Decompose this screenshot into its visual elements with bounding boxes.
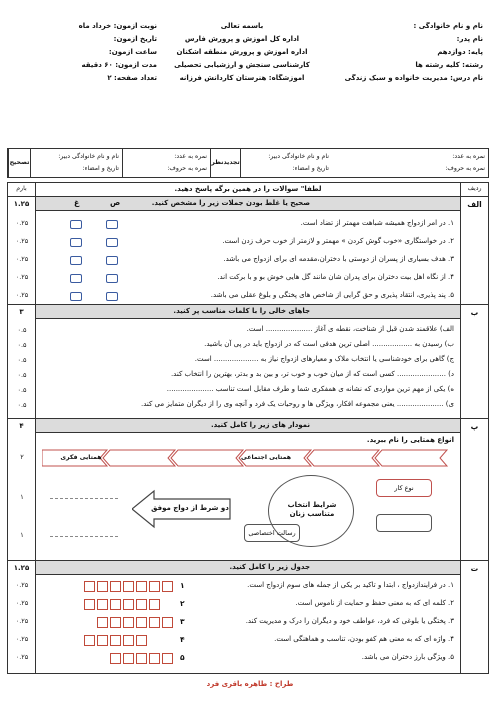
grade-level: پایه: دوازدهم xyxy=(437,48,483,56)
crossword-cell[interactable] xyxy=(123,635,134,646)
page-count: تعداد صفحه: ۲ xyxy=(107,74,157,82)
blank-item-4: د) ...................... کسی است که از میان خوب و خوب تر، و بین بد و بدتر، بهترین را انتخاب کند. xyxy=(170,370,454,378)
crossword-cell[interactable] xyxy=(110,599,121,610)
answer-line xyxy=(50,485,118,499)
tf-item-2: ۲. در خواستگاری «خوب گوش کردن » مهمتر و لازمتر از خوب حرف زدن است. xyxy=(222,237,454,245)
blank-item-5: ه) یکی از مهم ترین مواردی که نشانه ی همفکری شما و طرف مقابل است تناسب ..................... xyxy=(166,385,454,393)
box-empty xyxy=(376,514,432,532)
section-pe xyxy=(8,419,488,561)
item-score: ۰.۲۵ xyxy=(15,635,29,643)
crossword-cell[interactable] xyxy=(136,599,147,610)
true-checkbox[interactable] xyxy=(106,274,118,283)
student-info xyxy=(308,22,483,87)
reviewer2-name: نام و نام خانوادگی دبیر: xyxy=(268,153,329,161)
item-score: ۰.۵ xyxy=(17,326,27,334)
section-title-bar xyxy=(36,561,460,575)
correction-label: تصحیح xyxy=(8,149,30,177)
row-number: ۵ xyxy=(180,653,185,662)
blank-item-1: الف) علاقمند شدن قبل از شناخت، نقطه ی آغاز ..................... است. xyxy=(246,325,454,333)
table-header xyxy=(8,183,488,197)
exam-info xyxy=(17,22,157,87)
exam-duration: مدت آزمون: ۶۰ دقیقه xyxy=(81,61,157,69)
true-checkbox[interactable] xyxy=(106,238,118,247)
col-correct: ص xyxy=(110,198,121,207)
section-letter: الف xyxy=(460,197,488,304)
designer-credit: طراح : طاهره باقری فرد xyxy=(206,680,294,688)
section-score: ۴ xyxy=(8,419,36,560)
school-name: آموزشگاه: هنرستان کاردانش فرزانه xyxy=(179,74,305,82)
crossword-clue-2: ۲. کلمه ای که به معنی حفظ و حمایت از ناموس است. xyxy=(295,599,454,607)
crossword-cell[interactable] xyxy=(123,653,134,664)
crossword-cell[interactable] xyxy=(97,581,108,592)
false-checkbox[interactable] xyxy=(70,274,82,283)
assessment-dept: کارشناسی سنجش و ارزشیابی تحصیلی xyxy=(174,61,310,69)
section-te xyxy=(8,561,488,673)
section-body xyxy=(36,197,460,304)
crossword-clue-5: ۵. ویژگی بارز دختران می باشد. xyxy=(361,653,454,661)
section-score: ۳ xyxy=(8,305,36,418)
crossword-cell[interactable] xyxy=(136,653,147,664)
crossword-cell[interactable] xyxy=(149,617,160,628)
row-number: ۱ xyxy=(180,581,185,590)
chevron-5 xyxy=(103,450,175,466)
crossword-cell[interactable] xyxy=(97,635,108,646)
true-checkbox[interactable] xyxy=(106,256,118,265)
crossword-cell[interactable] xyxy=(123,599,134,610)
item-score: ۰.۲۵ xyxy=(15,291,29,299)
crossword-clue-3: ۳. پختگی یا بلوغی که فرد، عواطف خود و دیگران را درک و مدیریت کند. xyxy=(245,617,454,625)
item-score: ۰.۲۵ xyxy=(15,599,29,607)
crossword-cell[interactable] xyxy=(110,635,121,646)
field-of-study: رشته: کلیه رشته ها xyxy=(415,61,483,69)
section-title-bar xyxy=(36,419,460,433)
item-score: ۱ xyxy=(20,493,24,501)
blank-item-2: ب) رسیدن به .................. اصلی ترین هدفی است که در ازدواج باید در پی آن باشید. xyxy=(204,340,454,348)
crossword-cell[interactable] xyxy=(162,653,173,664)
blank-item-6: ی) ..................... یعنی مجموعه افکار، ویژگی ها و روحیات یک فرد و آنچه وی را از دیگران متمایز می کند. xyxy=(140,400,454,408)
section-title: جاهای خالی را با کلمات مناسب پر کنید. xyxy=(173,307,310,315)
section-body xyxy=(36,561,460,673)
school-info xyxy=(167,22,317,87)
crossword-cell[interactable] xyxy=(123,581,134,592)
reviewer1-box xyxy=(30,149,122,177)
crossword-cell[interactable] xyxy=(136,581,147,592)
district-office: اداره آموزش و پرورش منطقه اشکنان xyxy=(176,48,308,56)
col-wrong: غ xyxy=(74,198,80,207)
score2-words: نمره به حروف: xyxy=(445,165,485,173)
section-letter: ت xyxy=(460,561,488,673)
crossword-cell[interactable] xyxy=(84,635,95,646)
row-number: ۴ xyxy=(180,635,185,644)
item-score: ۱ xyxy=(20,531,24,539)
section-score: ۱.۲۵ xyxy=(8,561,36,673)
tf-item-4: ۴. از نگاه اهل بیت دختران برای پدران شان مانند گل هایی خوش بو و با برکت اند. xyxy=(217,273,454,281)
false-checkbox[interactable] xyxy=(70,256,82,265)
reviewer2-box xyxy=(240,149,332,177)
grading-box xyxy=(7,148,489,178)
question-table xyxy=(7,182,489,674)
answer-line xyxy=(50,523,118,537)
true-checkbox[interactable] xyxy=(106,220,118,229)
true-checkbox[interactable] xyxy=(106,292,118,301)
false-checkbox[interactable] xyxy=(70,292,82,301)
chevron-label-social: همتایی اجتماعی xyxy=(240,454,292,461)
score2-box xyxy=(332,149,488,177)
score-header: بارم xyxy=(8,183,36,196)
father-name: نام پدر: xyxy=(456,35,483,43)
crossword-clue-4: ۴. واژه ای که به معنی هم کفو بودن، تناسب و هماهنگی است. xyxy=(274,635,454,643)
item-score: ۰.۲۵ xyxy=(15,617,29,625)
section-score: ۱.۲۵ xyxy=(8,197,36,304)
score1-box xyxy=(122,149,210,177)
diagram-intro: انواع همتایی را نام ببرید. xyxy=(366,436,454,444)
box-work-type: نوع کار xyxy=(376,479,432,497)
item-score: ۰.۲۵ xyxy=(15,219,29,227)
crossword-cell[interactable] xyxy=(162,617,173,628)
crossword-cell[interactable] xyxy=(149,581,160,592)
false-checkbox[interactable] xyxy=(70,238,82,247)
item-score: ۰.۲۵ xyxy=(15,581,29,589)
section-body xyxy=(36,419,460,560)
item-score: ۰.۵ xyxy=(17,401,27,409)
item-score: ۰.۵ xyxy=(17,356,27,364)
section-title-bar xyxy=(36,197,460,211)
false-checkbox[interactable] xyxy=(70,220,82,229)
student-name: نام و نام خانوادگی : xyxy=(413,22,483,30)
crossword-cell[interactable] xyxy=(123,617,134,628)
exam-header xyxy=(7,22,489,144)
section-be xyxy=(8,305,488,419)
row-header: ردیف xyxy=(460,183,488,196)
item-score: ۰.۲۵ xyxy=(15,653,29,661)
crossword-cell[interactable] xyxy=(84,599,95,610)
item-score: ۲ xyxy=(20,453,24,461)
crossword-cell[interactable] xyxy=(136,617,147,628)
reviewer1-name: نام و نام خانوادگی دبیر: xyxy=(58,153,119,161)
tf-item-5: ۵. پند پذیری، انتقاد پذیری و حق گرایی از شاخص های پختگی و بلوغ عقلی می باشد. xyxy=(210,291,454,299)
education-office: اداره کل آموزش و پرورش فارس xyxy=(184,35,300,43)
section-body xyxy=(36,305,460,418)
reviewer2-signature: تاریخ و امضاء: xyxy=(292,165,329,173)
instruction: لطفا" سوالات را در همین برگه پاسخ دهید. xyxy=(174,185,322,193)
review-label: تجدیدنظر xyxy=(210,149,240,177)
crossword-cell[interactable] xyxy=(97,599,108,610)
blank-item-3: ج) گاهی برای خودشناسی یا انتخاب ملاک و معیارهای ازدواج نیاز به .................... است. xyxy=(194,355,454,363)
section-title: صحیح یا غلط بودن جملات زیر را مشخص کنید. xyxy=(151,199,310,207)
chevron-label-intellectual: همتایی فکری xyxy=(60,454,102,461)
exam-session: نوبت آزمون: خرداد ماه xyxy=(78,22,157,30)
crossword-cell[interactable] xyxy=(110,581,121,592)
section-alef xyxy=(8,197,488,305)
tf-item-1: ۱. در امر ازدواج همیشه شباهت مهمتر از تضاد است. xyxy=(300,219,454,227)
crossword-cell[interactable] xyxy=(110,617,121,628)
crossword-clue-1: ۱. در فرایندازدواج ، ابتدا و تاکید بر یکی از جمله های سوم ازدواج است. xyxy=(247,581,454,589)
tf-item-3: ۳. هدف بسیاری از پسران از دوستی با دختران،مقدمه ای برای ازدواج می باشد. xyxy=(223,255,454,263)
chevron-1 xyxy=(375,450,447,466)
crossword-cell[interactable] xyxy=(97,617,108,628)
arrow-label: دو شرط از دواج موفق xyxy=(151,504,229,512)
score1-number: نمره به عدد: xyxy=(174,153,207,161)
item-score: ۰.۲۵ xyxy=(15,255,29,263)
section-letter: پ xyxy=(460,419,488,560)
row-number: ۲ xyxy=(180,599,185,608)
circle-title: شرایط انتخاب متناسب زنان xyxy=(287,501,337,519)
section-letter: ب xyxy=(460,305,488,418)
score1-words: نمره به حروف: xyxy=(167,165,207,173)
item-score: ۰.۵ xyxy=(17,371,27,379)
section-title: جدول زیر را کامل کنید. xyxy=(229,563,310,571)
chevron-2 xyxy=(307,450,379,466)
crossword-cell[interactable] xyxy=(136,635,147,646)
section-title: نمودار های زیر را کامل کنید. xyxy=(210,421,310,429)
crossword-cell[interactable] xyxy=(84,581,95,592)
section-title-bar xyxy=(36,305,460,319)
reviewer1-signature: تاریخ و امضاء: xyxy=(82,165,119,173)
score2-number: نمره به عدد: xyxy=(452,153,485,161)
crossword-cell[interactable] xyxy=(110,653,121,664)
item-score: ۰.۵ xyxy=(17,341,27,349)
basmala: باسمه تعالی xyxy=(220,22,264,30)
box-special-mission: رسالت اختصاصی xyxy=(244,524,300,542)
item-score: ۰.۲۵ xyxy=(15,237,29,245)
chevron-4 xyxy=(171,450,243,466)
crossword-cell[interactable] xyxy=(162,581,173,592)
crossword-cell[interactable] xyxy=(149,653,160,664)
crossword-cell[interactable] xyxy=(149,599,160,610)
item-score: ۰.۲۵ xyxy=(15,273,29,281)
item-score: ۰.۵ xyxy=(17,386,27,394)
exam-time: ساعت آزمون: xyxy=(108,48,157,56)
row-number: ۳ xyxy=(180,617,185,626)
course-name: نام درس: مدیریت خانواده و سبک زندگی xyxy=(344,74,483,82)
exam-date: تاریخ آزمون: xyxy=(113,35,157,43)
